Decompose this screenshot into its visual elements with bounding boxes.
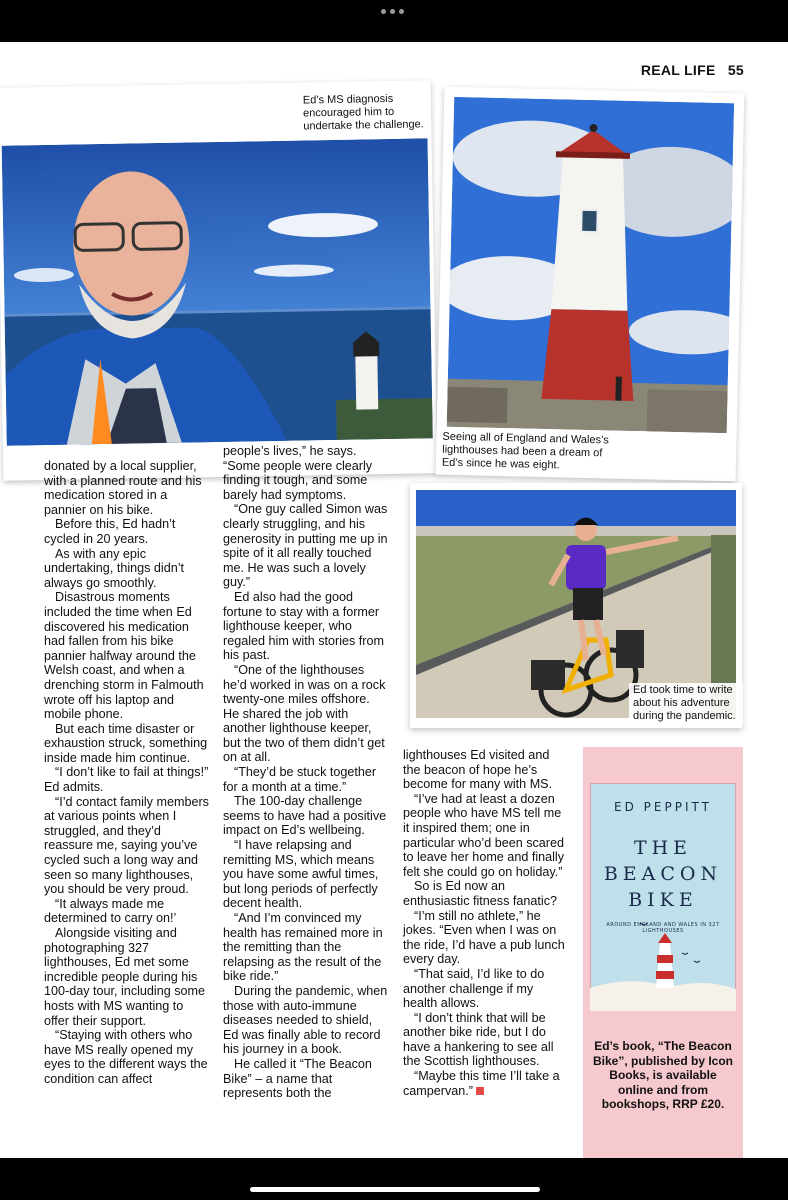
paragraph [403, 1069, 569, 1098]
end-mark-icon [476, 1087, 484, 1095]
magazine-page [0, 42, 788, 1158]
paragraph: The 100-day challenge seems to have had a positive impact on Ed’s wellbeing. [223, 794, 387, 838]
paragraph: “It always made me determined to carry on!’ [44, 896, 177, 926]
paragraph: During the pandemic, when those with auto-immune diseases needed to shield, Ed was finally able to record his journey in a book. [223, 983, 388, 1057]
book-author: ED PEPPITT [614, 800, 712, 814]
book-title-line: THE [633, 837, 693, 859]
book-cover [590, 783, 736, 1011]
bike-photo-frame [410, 483, 742, 728]
paragraph: “They’d be stuck together for a month at a time.” [223, 765, 377, 794]
paragraph: “And I’m convinced my health has remained more in the remitting than the relapsing as the result of the bike ride.” [223, 911, 383, 984]
paragraph: “That said, I’d like to do another challenge if my health allows. [403, 966, 545, 1011]
paragraph: people’s lives,” he says. “Some people were clearly finding it tough, and some barely had symptoms. [223, 444, 373, 502]
lighthouse-photo-frame [436, 87, 745, 482]
page-header [641, 62, 744, 78]
status-bar [0, 0, 788, 42]
paragraph: “I have relapsing and remitting MS, which means you have some awful times, but long periods of perfectly decent health. [223, 838, 379, 911]
paragraph: As with any epic undertaking, things didn’t always go smoothly. [44, 546, 185, 590]
paragraph: Before this, Ed hadn’t cycled in 20 years. [44, 517, 176, 546]
book-subtitle: AROUND ENGLAND AND WALES IN 327 LIGHTHOUSES [606, 922, 720, 934]
paragraph: donated by a local supplier, with a planned route and his medication stored in a pannier on his bike. [44, 459, 202, 517]
paragraph: “One guy called Simon was clearly struggling, and his generosity in putting me up in spite of it all really touched me. He was such a lovely guy.” [223, 502, 388, 590]
paragraph: He called it “The Beacon Bike” – a name that represents both the [223, 1056, 372, 1101]
article-column-1 [44, 459, 209, 1087]
paragraph: “I’m still no athlete,” he jokes. “Even when I was on the ride, I’d have a pub lunch every day. [403, 908, 565, 967]
selfie-photo [2, 138, 433, 445]
paragraph: So is Ed now an enthusiastic fitness fanatic? [403, 879, 558, 908]
book-title-line: BIKE [628, 889, 698, 911]
paragraph: Disastrous moments included the time when Ed discovered his medication had fallen from his bike pannier halfway around the Welsh coast, and when a drenching storm in Falmouth wrote off his laptop and mobile phone. [44, 590, 204, 722]
book-title-line: BEACON [603, 863, 723, 885]
section-label: REAL LIFE [640, 62, 716, 78]
home-indicator[interactable] [250, 1187, 540, 1192]
paragraph: Alongside visiting and photographing 327 lighthouses, Ed met some incredible people during his 100-day tour, including some hosts with MS wanting to offer their support. [44, 926, 206, 1028]
selfie-caption: Ed’s MS diagnosis encouraged him to undertake the challenge. [302, 92, 424, 133]
paragraph: lighthouses Ed visited and the beacon of hope he’s become for many with MS. [403, 748, 553, 792]
more-dots-icon[interactable] [381, 9, 404, 14]
lighthouse-caption: Seeing all of England and Wales’s lighthouses had been a dream of Ed’s since he was eight. [441, 430, 609, 472]
book-sidebar [583, 747, 743, 1158]
lighthouse-photo [447, 97, 734, 433]
paragraph: But each time disaster or exhaustion struck, something inside made him continue. [44, 721, 208, 765]
selfie-photo-frame [0, 80, 437, 481]
closing-quote: “Maybe this time I’ll take a campervan.” [403, 1069, 560, 1098]
article-column-3 [403, 748, 569, 1098]
paragraph: “I don’t think that will be another bike ride, but I do have a hankering to see all the Scottish lighthouses. [403, 1010, 554, 1069]
paragraph: Ed also had the good fortune to stay with a former lighthouse keeper, who regaled him with stories from his past. [223, 589, 384, 663]
paragraph: “I don’t like to fail at things!” Ed admits. [44, 765, 209, 795]
paragraph: “Staying with others who have MS really opened my eyes to the different ways the condition can affect [44, 1028, 208, 1086]
article-column-2 [223, 444, 389, 1101]
page-number: 55 [727, 62, 744, 78]
paragraph: “I’ve had at least a dozen people who have MS tell me it inspired them; one in particular who’d been scared to leave her home and finally felt she could go on holiday.” [403, 791, 565, 879]
book-caption: Ed’s book, “The Beacon Bike”, published by Icon Books, is available online and from bookshops, RRP £20. [592, 1039, 734, 1111]
paragraph: “I’d contact family members at various points when I struggled, and they’d reassure me, saying you’ve cycled such a long way and seen so many lighthouses, you should be very proud. [44, 794, 209, 897]
paragraph: “One of the lighthouses he’d worked in was on a rock twenty-one miles offshore. He shared the job with another lighthouse keeper, but the two of them didn’t get on at all. [223, 662, 386, 765]
bike-caption: Ed took time to write about his adventure during the pandemic. [629, 683, 743, 725]
home-bar-area [0, 1158, 788, 1200]
